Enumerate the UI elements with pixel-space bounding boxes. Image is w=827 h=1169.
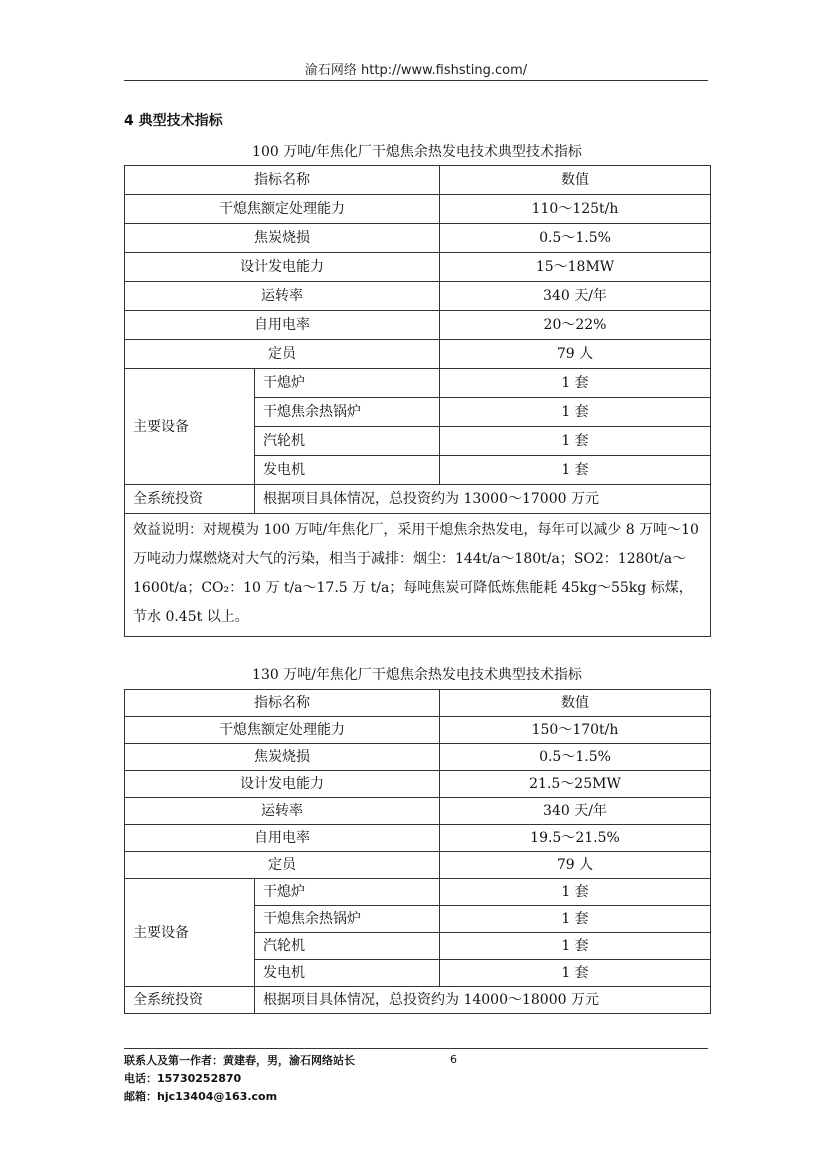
equipment-value: 1 套: [440, 398, 711, 427]
row-value: 21.5～25MW: [440, 771, 711, 798]
equipment-value: 1 套: [440, 427, 711, 456]
equipment-name: 发电机: [255, 456, 440, 485]
footer-phone: 电话：15730252870: [124, 1072, 242, 1085]
table-row: [125, 340, 711, 369]
page-footer: [124, 1052, 355, 1106]
row-name: 定员: [125, 852, 440, 879]
row-name: 设计发电能力: [125, 771, 440, 798]
investment-value: 根据项目具体情况，总投资约为 14000～18000 万元: [255, 987, 711, 1014]
row-name: 干熄焦额定处理能力: [125, 195, 440, 224]
row-value: 0.5～1.5%: [440, 744, 711, 771]
investment-value: 根据项目具体情况，总投资约为 13000～17000 万元: [255, 485, 711, 514]
table-row: [125, 514, 711, 637]
equipment-name: 发电机: [255, 960, 440, 987]
table-row: [125, 369, 711, 398]
equipment-value: 1 套: [440, 456, 711, 485]
table-row: [125, 825, 711, 852]
section-heading: 4 典型技术指标: [124, 113, 223, 129]
equipment-value: 1 套: [440, 960, 711, 987]
col-header-name: 指标名称: [125, 690, 440, 717]
header-rule: [124, 80, 708, 81]
equipment-name: 干熄焦余热锅炉: [255, 906, 440, 933]
col-header-value: 数值: [440, 166, 711, 195]
equipment-name: 干熄焦余热锅炉: [255, 398, 440, 427]
row-value: 19.5～21.5%: [440, 825, 711, 852]
equipment-name: 干熄炉: [255, 369, 440, 398]
row-value: 150～170t/h: [440, 717, 711, 744]
table-row: [125, 798, 711, 825]
table-row: [125, 771, 711, 798]
table-row: [125, 690, 711, 717]
row-name: 干熄焦额定处理能力: [125, 717, 440, 744]
row-name: 自用电率: [125, 825, 440, 852]
row-value: 20～22%: [440, 311, 711, 340]
table-row: [125, 485, 711, 514]
table-row: [125, 166, 711, 195]
benefit-note: 效益说明：对规模为 100 万吨/年焦化厂，采用干熄焦余热发电，每年可以减少 8 万吨～10 万吨动力煤燃烧对大气的污染，相当于减排：烟尘：144t/a～180t/a；SO2：1280t/a～1600t/a；CO₂：10 万 t/a～17.5 万 t/a；每吨焦炭可降低炼焦能耗 45kg～55kg 标煤，节水 0.45t 以上。: [125, 514, 711, 637]
table-row: [125, 195, 711, 224]
row-name: 设计发电能力: [125, 253, 440, 282]
col-header-name: 指标名称: [125, 166, 440, 195]
col-header-value: 数值: [440, 690, 711, 717]
page-number: 6: [450, 1053, 457, 1066]
row-value: 79 人: [440, 852, 711, 879]
footer-rule: [124, 1048, 708, 1049]
equipment-name: 汽轮机: [255, 427, 440, 456]
equipment-value: 1 套: [440, 369, 711, 398]
equipment-value: 1 套: [440, 879, 711, 906]
page-header: 渝石网络 http://www.fishsting.com/: [304, 63, 528, 78]
row-value: 340 天/年: [440, 798, 711, 825]
investment-label: 全系统投资: [125, 987, 255, 1014]
equipment-value: 1 套: [440, 933, 711, 960]
row-name: 焦炭烧损: [125, 224, 440, 253]
row-name: 自用电率: [125, 311, 440, 340]
table1-caption: 100 万吨/年焦化厂干熄焦余热发电技术典型技术指标: [252, 144, 582, 160]
row-value: 340 天/年: [440, 282, 711, 311]
table-row: [125, 987, 711, 1014]
row-name: 运转率: [125, 282, 440, 311]
table-row: [125, 744, 711, 771]
row-value: 0.5～1.5%: [440, 224, 711, 253]
table-row: [125, 879, 711, 906]
row-name: 焦炭烧损: [125, 744, 440, 771]
equipment-label: 主要设备: [125, 879, 255, 987]
row-value: 110～125t/h: [440, 195, 711, 224]
table-row: [125, 253, 711, 282]
equipment-label: 主要设备: [125, 369, 255, 485]
row-value: 79 人: [440, 340, 711, 369]
equipment-value: 1 套: [440, 906, 711, 933]
investment-label: 全系统投资: [125, 485, 255, 514]
footer-contact: 联系人及第一作者：黄建春，男，渝石网络站长: [124, 1054, 355, 1067]
table2-caption: 130 万吨/年焦化厂干熄焦余热发电技术典型技术指标: [252, 667, 582, 683]
table-row: [125, 311, 711, 340]
table1: [124, 165, 711, 637]
equipment-name: 干熄炉: [255, 879, 440, 906]
row-value: 15～18MW: [440, 253, 711, 282]
footer-email: 邮箱：hjc13404@163.com: [124, 1090, 278, 1103]
table2: [124, 689, 711, 1014]
row-name: 运转率: [125, 798, 440, 825]
row-name: 定员: [125, 340, 440, 369]
table-row: [125, 717, 711, 744]
table-row: [125, 282, 711, 311]
table-row: [125, 224, 711, 253]
equipment-name: 汽轮机: [255, 933, 440, 960]
table-row: [125, 852, 711, 879]
